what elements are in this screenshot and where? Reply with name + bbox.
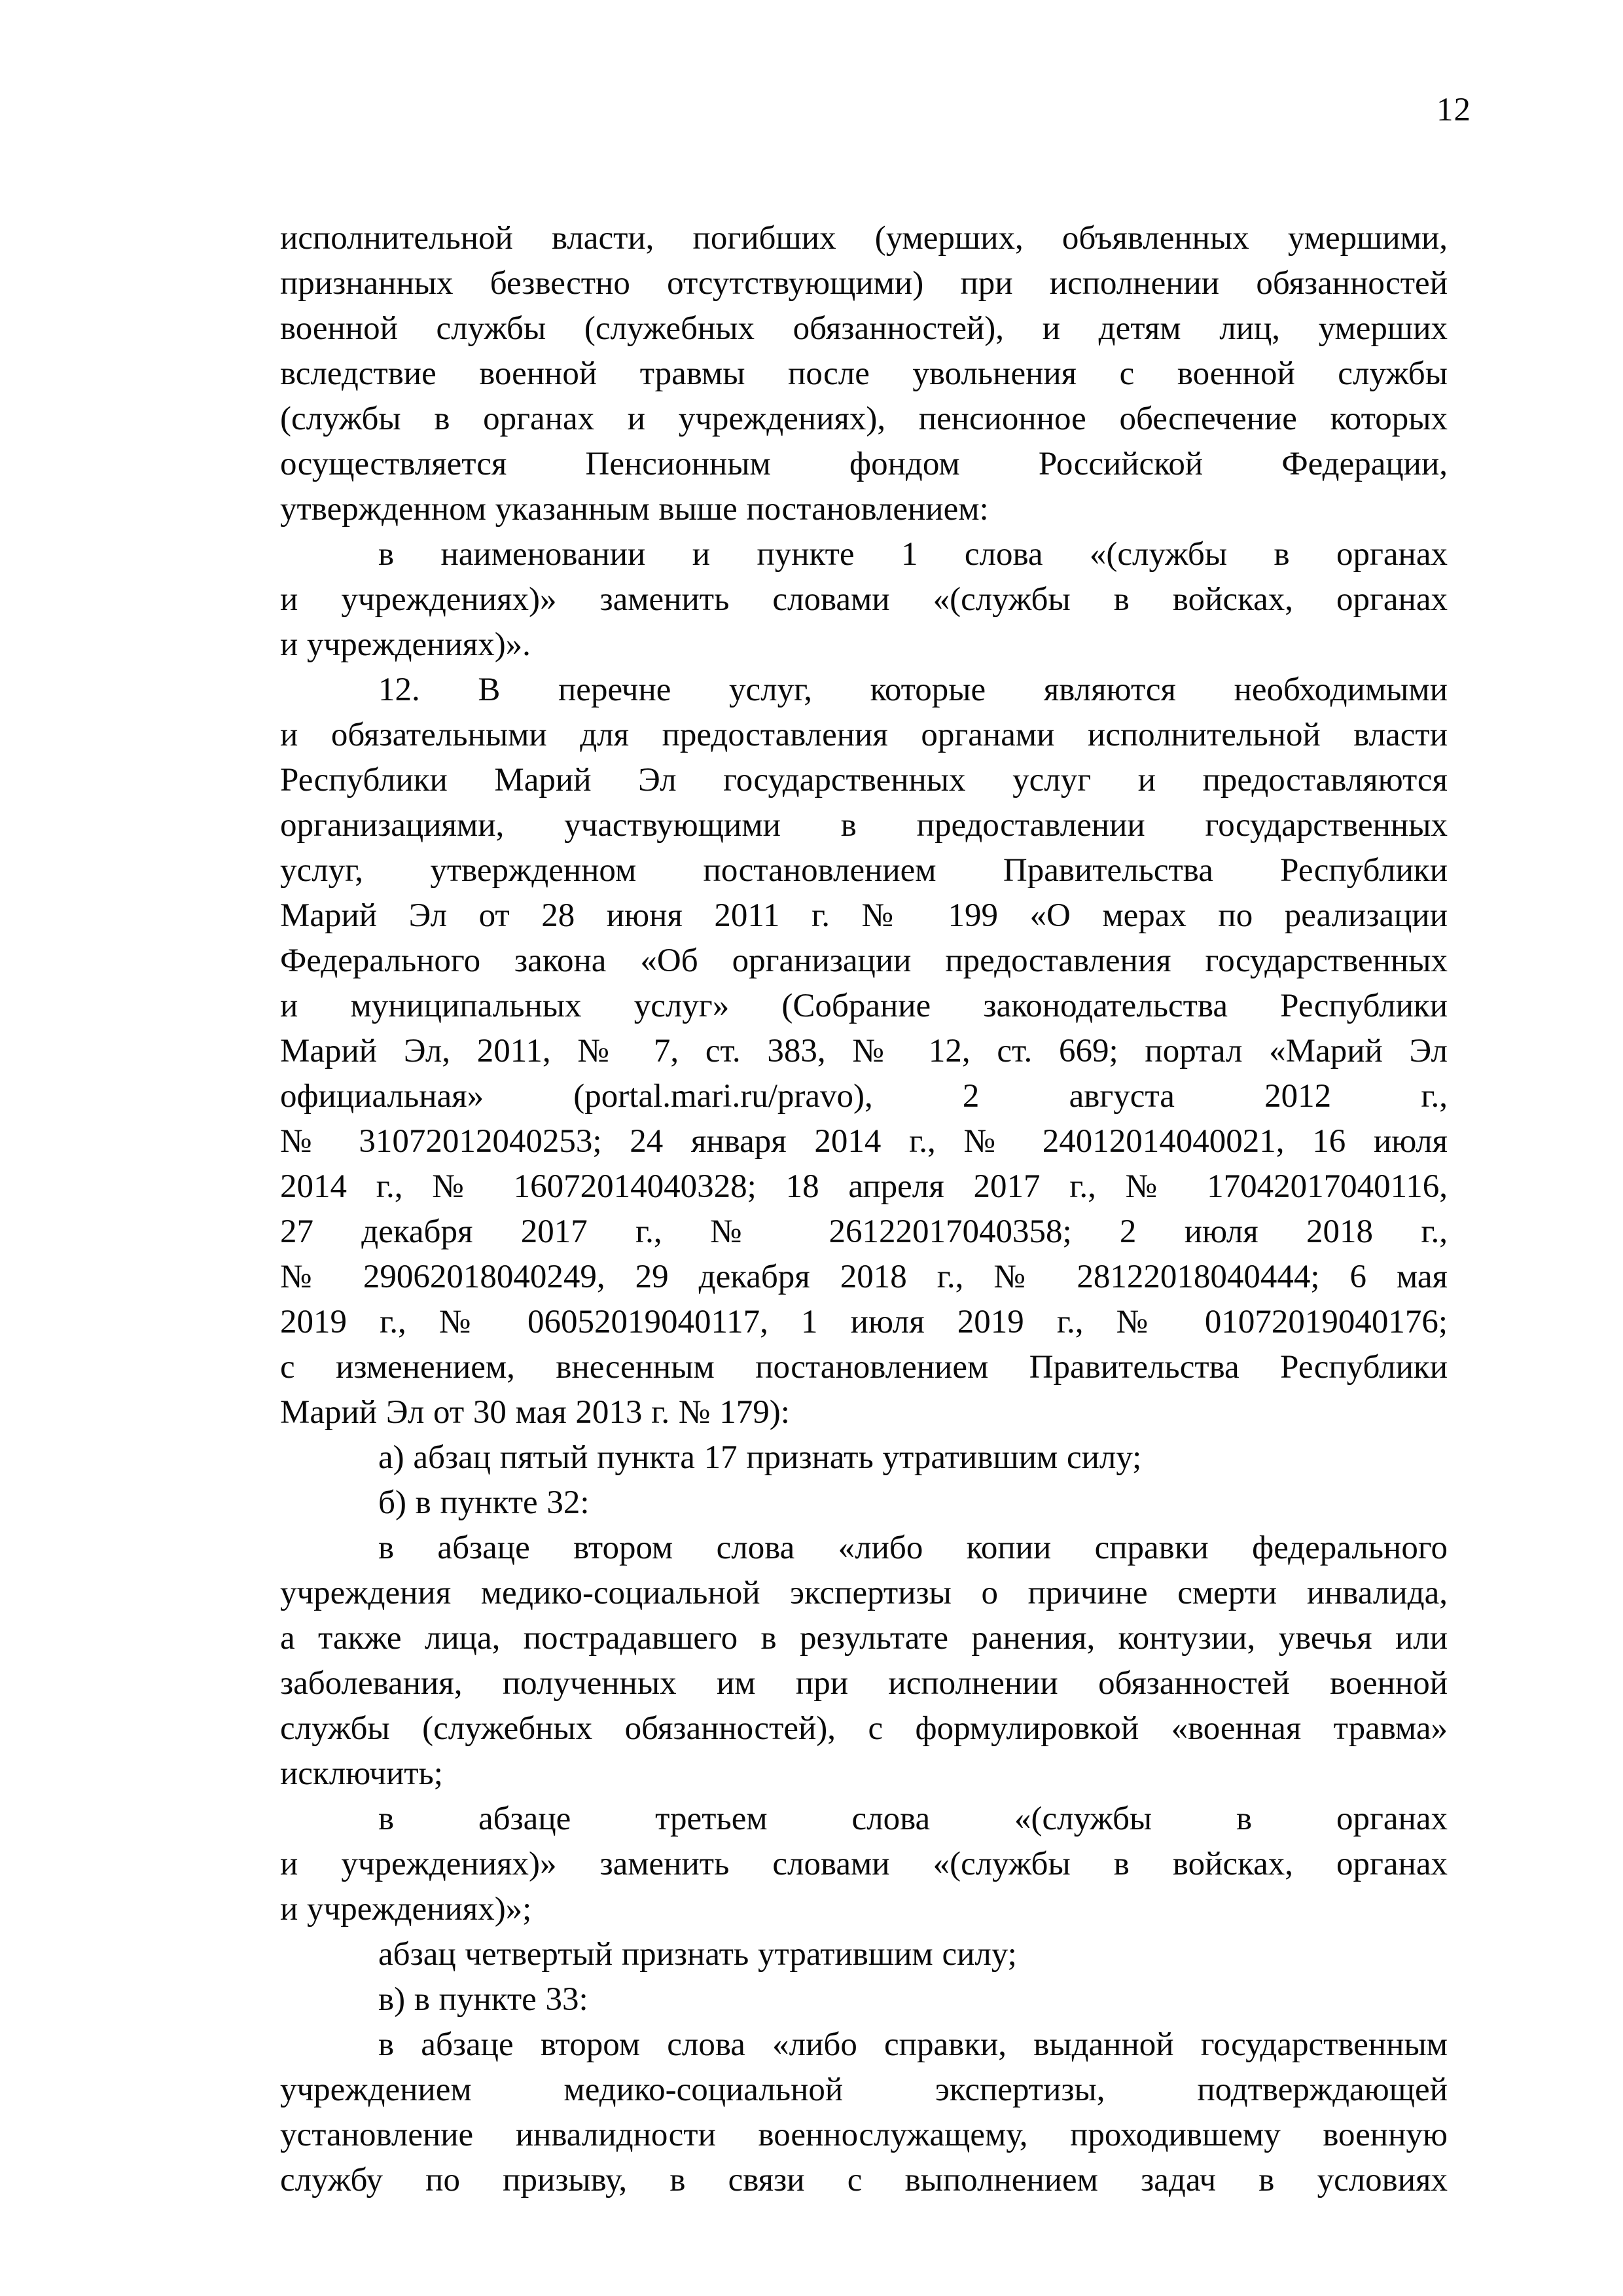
text-line: в наименовании и пункте 1 слова «(службы в органах: [378, 536, 1448, 573]
text-line: службы (служебных обязанностей), с формулировкой «военная травма»: [280, 1710, 1448, 1747]
text-line: Марий Эл, 2011, № 7, ст. 383, № 12, ст. 669; портал «Марий Эл: [280, 1033, 1448, 1069]
text-line: исполнительной власти, погибших (умерших, объявленных умершими,: [280, 220, 1448, 257]
text-block: [280, 216, 1448, 2203]
text-line: 27 декабря 2017 г., № 26122017040358; 2 июля 2018 г.,: [280, 1213, 1448, 1250]
text-line: 2019 г., № 06052019040117, 1 июля 2019 г., № 01072019040176;: [280, 1304, 1448, 1340]
text-line: заболевания, полученных им при исполнении обязанностей военной: [280, 1665, 1448, 1702]
text-line: и учреждениях)»;: [280, 1891, 532, 1928]
text-line: и муниципальных услуг» (Собрание законодательства Республики: [280, 988, 1448, 1024]
text-line: Федерального закона «Об организации предоставления государственных: [280, 942, 1448, 979]
text-line: № 31072012040253; 24 января 2014 г., № 24012014040021, 16 июля: [280, 1123, 1448, 1160]
text-line: абзац четвертый признать утратившим силу;: [378, 1936, 1017, 1973]
text-line: учреждением медико-социальной экспертизы, подтверждающей: [280, 2072, 1448, 2108]
text-line: официальная» (portal.mari.ru/pravo), 2 августа 2012 г.,: [280, 1078, 1448, 1115]
text-line: в абзаце втором слова «либо справки, выданной государственным: [378, 2026, 1448, 2063]
text-line: учреждения медико-социальной экспертизы о причине смерти инвалида,: [280, 1575, 1448, 1611]
text-line: и учреждениях)» заменить словами «(службы в войсках, органах: [280, 1846, 1448, 1882]
text-line: Республики Марий Эл государственных услуг и предоставляются: [280, 762, 1448, 798]
text-line: б) в пункте 32:: [378, 1484, 590, 1521]
text-line: в) в пункте 33:: [378, 1981, 588, 2018]
text-line: службу по призыву, в связи с выполнением задач в условиях: [280, 2162, 1448, 2198]
text-line: с изменением, внесенным постановлением Правительства Республики: [280, 1349, 1448, 1386]
text-line: вследствие военной травмы после увольнения с военной службы: [280, 355, 1448, 392]
text-line: а) абзац пятый пункта 17 признать утратившим силу;: [378, 1439, 1142, 1476]
text-line: 12. В перечне услуг, которые являются необходимыми: [378, 672, 1448, 708]
text-line: военной службы (служебных обязанностей), и детям лиц, умерших: [280, 310, 1448, 347]
text-line: (службы в органах и учреждениях), пенсионное обеспечение которых: [280, 401, 1448, 437]
text-line: в абзаце втором слова «либо копии справки федерального: [378, 1530, 1448, 1566]
text-line: а также лица, пострадавшего в результате ранения, контузии, увечья или: [280, 1620, 1448, 1657]
text-line: и учреждениях)» заменить словами «(службы в войсках, органах: [280, 581, 1448, 618]
text-line: утвержденном указанным выше постановлением:: [280, 491, 989, 528]
text-line: Марий Эл от 30 мая 2013 г. № 179):: [280, 1394, 790, 1431]
text-line: и обязательными для предоставления органами исполнительной власти: [280, 717, 1448, 753]
text-line: признанных безвестно отсутствующими) при исполнении обязанностей: [280, 265, 1448, 302]
text-line: 2014 г., № 16072014040328; 18 апреля 2017 г., № 17042017040116,: [280, 1168, 1448, 1205]
text-line: исключить;: [280, 1755, 443, 1792]
text-line: в абзаце третьем слова «(службы в органах: [378, 1801, 1448, 1837]
text-line: осуществляется Пенсионным фондом Российской Федерации,: [280, 446, 1448, 482]
text-line: услуг, утвержденном постановлением Правительства Республики: [280, 852, 1448, 889]
page-number: 12: [1436, 92, 1471, 128]
text-line: установление инвалидности военнослужащему, проходившему военную: [280, 2117, 1448, 2153]
text-line: № 29062018040249, 29 декабря 2018 г., № 28122018040444; 6 мая: [280, 1259, 1448, 1295]
text-line: и учреждениях)».: [280, 626, 531, 663]
text-line: организациями, участвующими в предоставлении государственных: [280, 807, 1448, 844]
text-line: Марий Эл от 28 июня 2011 г. № 199 «О мерах по реализации: [280, 897, 1448, 934]
